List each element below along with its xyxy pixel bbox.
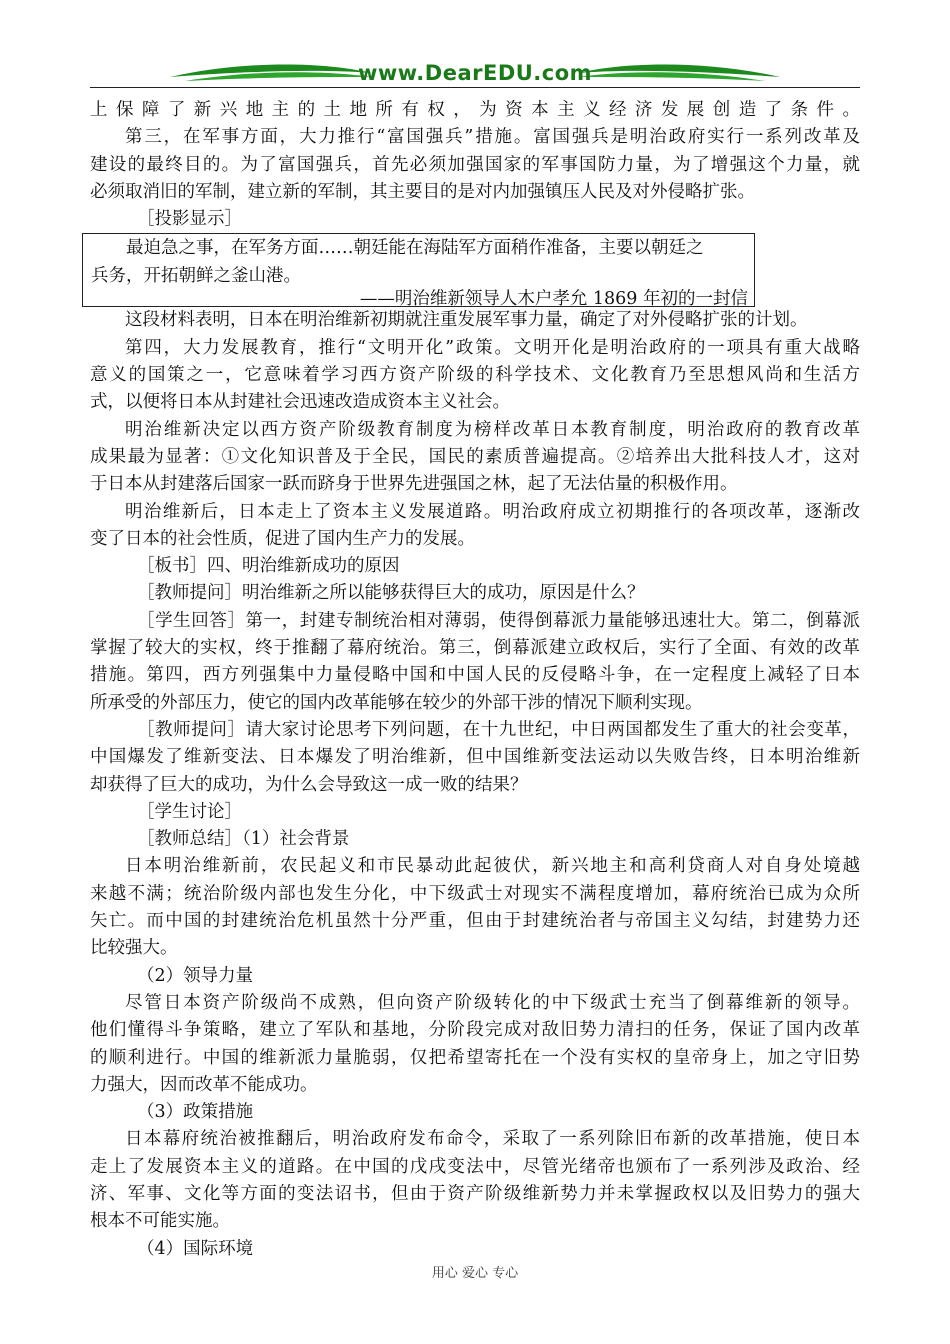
text-line: 所承受的外部压力，使它的国内改革能够在较少的外部干涉的情况下顺利实现。	[90, 692, 703, 713]
page-footer: 用心 爱心 专心	[431, 1266, 519, 1281]
text-line: 的顺利进行。中国的维新派力量脆弱，仅把希望寄托在一个没有实权的皇帝身上，加之守旧势	[90, 1047, 860, 1068]
header-divider	[90, 87, 860, 88]
text-line: 第三，在军事方面，大力推行“富国强兵”措施。富国强兵是明治政府实行一系列改革及	[125, 127, 860, 148]
text-line: 掌握了较大的实权，终于推翻了幕府统治。第三，倒幕派建立政权后，实行了全面、有效的改革	[90, 638, 860, 659]
text-line: 措施。第四，西方列强集中力量侵略中国和中国人民的反侵略斗争，在一定程度上减轻了日本	[90, 665, 860, 686]
text-line: 第四，大力发展教育，推行“文明开化”政策。文明开化是明治政府的一项具有重大战略	[125, 337, 860, 358]
section-heading: （2）领导力量	[137, 965, 254, 986]
text-line: 日本幕府统治被推翻后，明治政府发布命令，采取了一系列除旧布新的改革措施，使日本	[125, 1129, 860, 1150]
text-line: 意义的国策之一，它意味着学习西方资产阶级的科学技术、文化教育乃至思想风尚和生活方	[90, 365, 860, 386]
quote-line: 兵务，开拓朝鲜之釜山港。	[91, 265, 301, 286]
text-line: 成果最为显著：①文化知识普及于全民，国民的素质普遍提高。②培养出大批科技人才，这对	[90, 446, 860, 467]
text-line: 尽管日本资产阶级尚不成熟，但向资产阶级转化的中下级武士充当了倒幕维新的领导。	[125, 992, 860, 1013]
text-line: 力强大，因而改革不能成功。	[90, 1074, 318, 1095]
text-line: 于日本从封建落后国家一跃而跻身于世界先进强国之林，起了无法估量的积极作用。	[90, 474, 738, 495]
text-line: 上保障了新兴地主的土地所有权，为资本主义经济发展创造了条件。	[90, 100, 860, 120]
text-line: ［教师提问］请大家讨论思考下列问题，在十九世纪，中日两国都发生了重大的社会变革，	[137, 719, 860, 740]
text-line: 式，以便将日本从封建社会迅速改造成资本主义社会。	[90, 392, 510, 413]
section-heading: （3）政策措施	[137, 1102, 254, 1123]
text-line: 走上了发展资本主义的道路。在中国的戊戌变法中，尽管光绪帝也颁布了一系列涉及政治、经	[90, 1156, 860, 1177]
quote-line: 最迫急之事，在军务方面……朝廷能在海陆军方面稍作准备，主要以朝廷之	[126, 238, 704, 259]
text-line: 比较强大。	[90, 938, 178, 959]
text-line: 必须取消旧的军制，建立新的军制，其主要目的是对内加强镇压人民及对外侵略扩张。	[90, 181, 755, 202]
text-line: 中国爆发了维新变法、日本爆发了明治维新，但中国维新变法运动以失败告终，日本明治维新	[90, 747, 860, 768]
quote-source: ——明治维新领导人木户孝允 1869 年初的一封信	[359, 289, 748, 310]
section-heading: （4）国际环境	[137, 1238, 254, 1259]
text-line: 矢亡。而中国的封建统治危机虽然十分严重，但由于封建统治者与帝国主义勾结，封建势力还	[90, 911, 860, 932]
text-line: 却获得了巨大的成功，为什么会导致这一成一败的结果？	[90, 774, 528, 795]
text-line: 来越不满；统治阶级内部也发生分化，中下级武士对现实不满程度增加，幕府统治已成为众所	[90, 883, 860, 904]
text-line: 变了日本的社会性质，促进了国内生产力的发展。	[90, 528, 475, 549]
text-line: ［板书］四、明治维新成功的原因	[137, 556, 400, 577]
quotation-box	[82, 233, 755, 310]
text-line: 日本明治维新前，农民起义和市民暴动此起彼伏，新兴地主和高利贷商人对自身处境越	[125, 856, 860, 877]
text-line: ［教师提问］明治维新之所以能够获得巨大的成功，原因是什么？	[137, 583, 645, 604]
site-logo-text: www.DearEDU.com	[357, 61, 593, 85]
text-line: 明治维新决定以西方资产阶级教育制度为榜样改革日本教育制度，明治政府的教育改革	[125, 419, 860, 440]
text-line: 根本不可能实施。	[90, 1211, 230, 1232]
text-line: ［投影显示］	[137, 209, 242, 230]
text-line: 这段材料表明，日本在明治维新初期就注重发展军事力量，确定了对外侵略扩张的计划。	[125, 310, 808, 331]
text-line: ［教师总结］（1）社会背景	[137, 829, 350, 850]
text-line: 明治维新后，日本走上了资本主义发展道路。明治政府成立初期推行的各项改革，逐渐改	[125, 501, 860, 522]
text-line: ［学生讨论］	[137, 801, 242, 822]
text-line: ［学生回答］第一，封建专制统治相对薄弱，使得倒幕派力量能够迅速壮大。第二，倒幕派	[137, 610, 860, 631]
document-body	[90, 97, 860, 1263]
text-line: 建设的最终目的。为了富国强兵，首先必须加强国家的军事国防力量，为了增强这个力量，就	[90, 154, 860, 175]
text-line: 济、军事、文化等方面的变法诏书，但由于资产阶级维新势力并未掌握政权以及旧势力的强大	[90, 1183, 860, 1204]
text-line: 他们懂得斗争策略，建立了军队和基地，分阶段完成对敌旧势力清扫的任务，保证了国内改革	[90, 1020, 860, 1041]
